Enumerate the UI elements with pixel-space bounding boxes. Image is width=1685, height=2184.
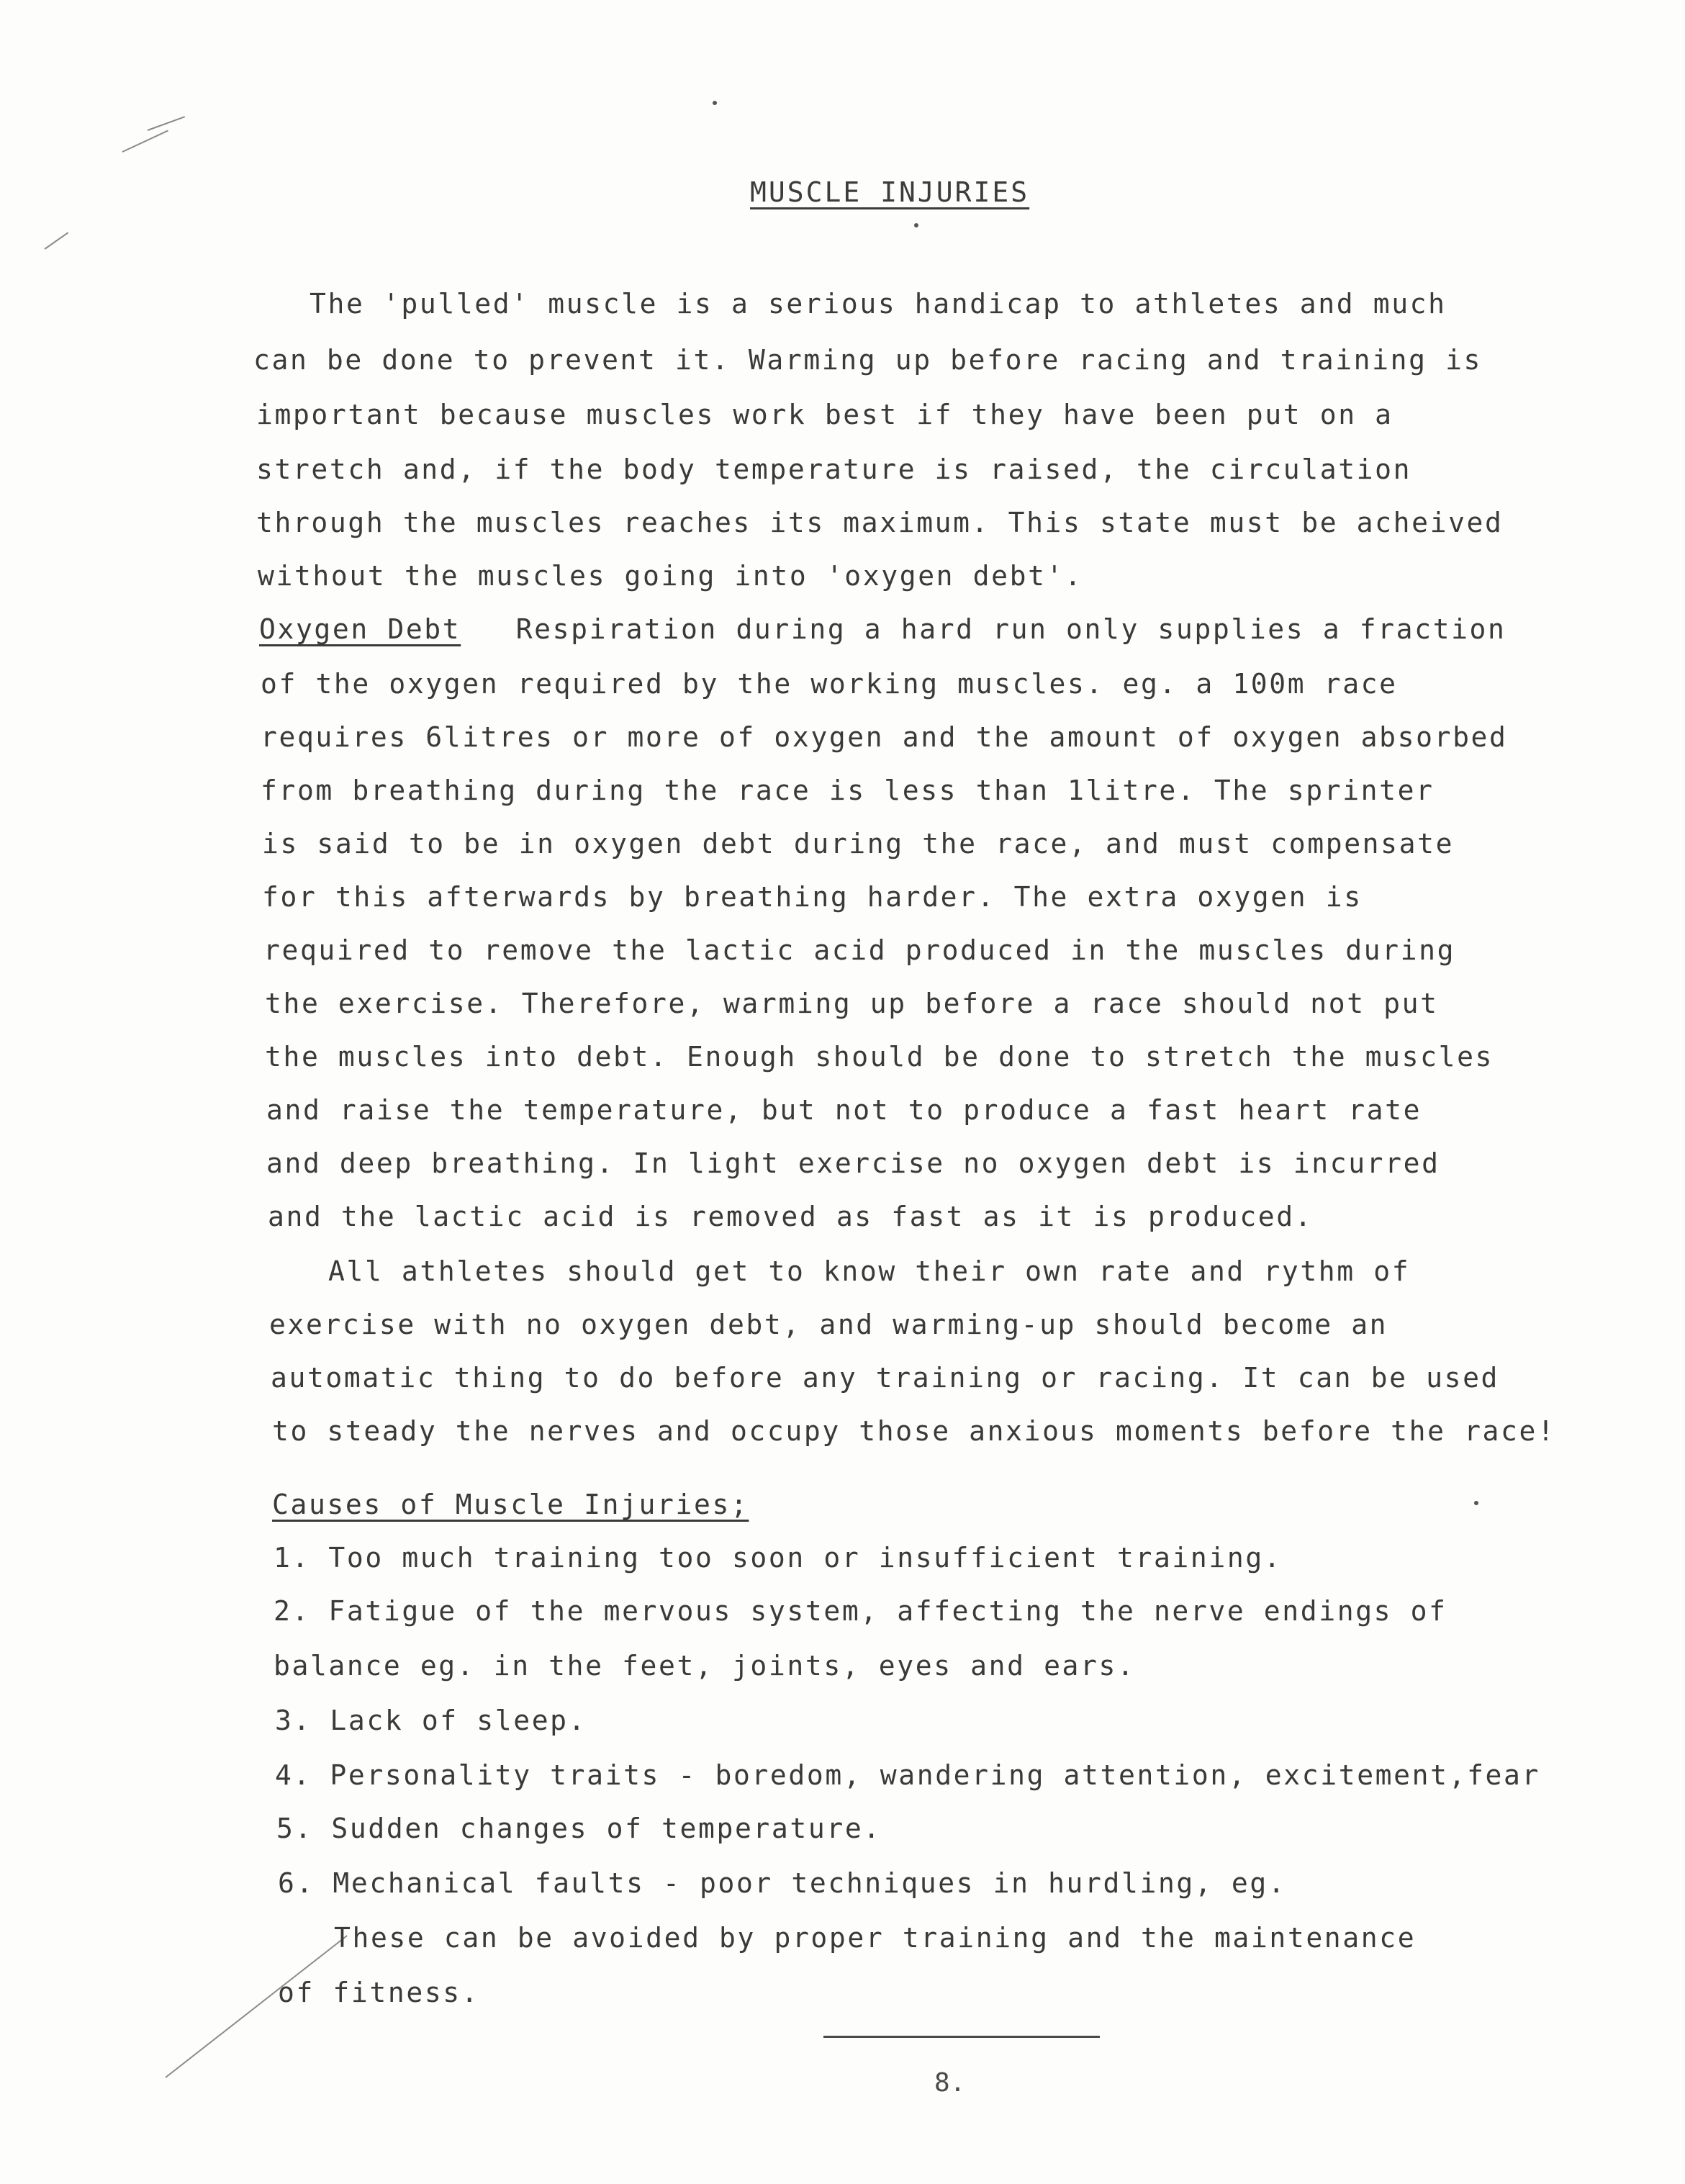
page-title: MUSCLE INJURIES [750,176,1030,208]
body-line: is said to be in oxygen debt during the race, and must compensate [262,828,1455,859]
body-line: for this afterwards by breathing harder. The extra oxygen is [262,881,1363,913]
causes-item: 4. Personality traits - boredom, wandering attention, excitement,fear [275,1759,1540,1791]
spacer [461,613,515,645]
body-line: The 'pulled' muscle is a serious handicap to athletes and much [310,288,1447,320]
body-line: to steady the nerves and occupy those anxious moments before the race! [272,1415,1556,1447]
footer-rule [823,2036,1100,2038]
scan-dot [713,101,717,105]
causes-item: balance eg. in the feet, joints, eyes and ears. [274,1650,1136,1682]
scan-dot [914,223,918,227]
scan-mark [44,232,68,250]
body-line: and raise the temperature, but not to produce a fast heart rate [266,1094,1422,1126]
body-line: requires 6litres or more of oxygen and the amount of oxygen absorbed [261,721,1508,753]
scan-mark [122,130,168,153]
body-line: All athletes should get to know their own rate and rythm of [328,1255,1411,1287]
body-line: important because muscles work best if they have been put on a [256,399,1393,430]
body-line: through the muscles reaches its maximum. This state must be acheived [256,507,1504,538]
causes-heading: Causes of Muscle Injuries; [272,1489,749,1520]
body-line: and deep breathing. In light exercise no oxygen debt is incurred [266,1147,1440,1179]
body-line: exercise with no oxygen debt, and warming-up should become an [269,1309,1388,1340]
scan-dot [1474,1501,1478,1505]
oxygen-debt-first-line [259,613,1506,645]
causes-item: 1. Too much training too soon or insufficient training. [274,1542,1283,1574]
body-line: the muscles into debt. Enough should be done to stretch the muscles [265,1041,1494,1073]
page-number: 8. [934,2068,966,2098]
oxygen-debt-first-line-text: Respiration during a hard run only supplies a fraction [515,613,1506,645]
body-line: stretch and, if the body temperature is raised, the circulation [256,454,1412,485]
body-line: the exercise. Therefore, warming up before a race should not put [265,988,1439,1019]
causes-item: 2. Fatigue of the mervous system, affecting the nerve endings of [274,1595,1447,1627]
scan-mark [148,116,185,131]
closing-line: of fitness. [278,1977,480,2008]
body-line: without the muscles going into 'oxygen debt'. [258,560,1083,592]
body-line: of the oxygen required by the working muscles. eg. a 100m race [261,668,1398,700]
body-line: and the lactic acid is removed as fast as it is produced. [268,1201,1314,1232]
closing-line: These can be avoided by proper training and the maintenance [334,1922,1417,1954]
causes-item: 5. Sudden changes of temperature. [276,1813,882,1844]
oxygen-debt-heading: Oxygen Debt [259,613,461,645]
causes-item: 6. Mechanical faults - poor techniques in hurdling, eg. [278,1867,1287,1899]
body-line: can be done to prevent it. Warming up before racing and training is [253,344,1483,376]
body-line: from breathing during the race is less than 1litre. The sprinter [261,775,1435,806]
causes-item: 3. Lack of sleep. [275,1705,587,1736]
body-line: required to remove the lactic acid produced in the muscles during [263,934,1456,966]
body-line: automatic thing to do before any training or racing. It can be used [271,1362,1500,1394]
